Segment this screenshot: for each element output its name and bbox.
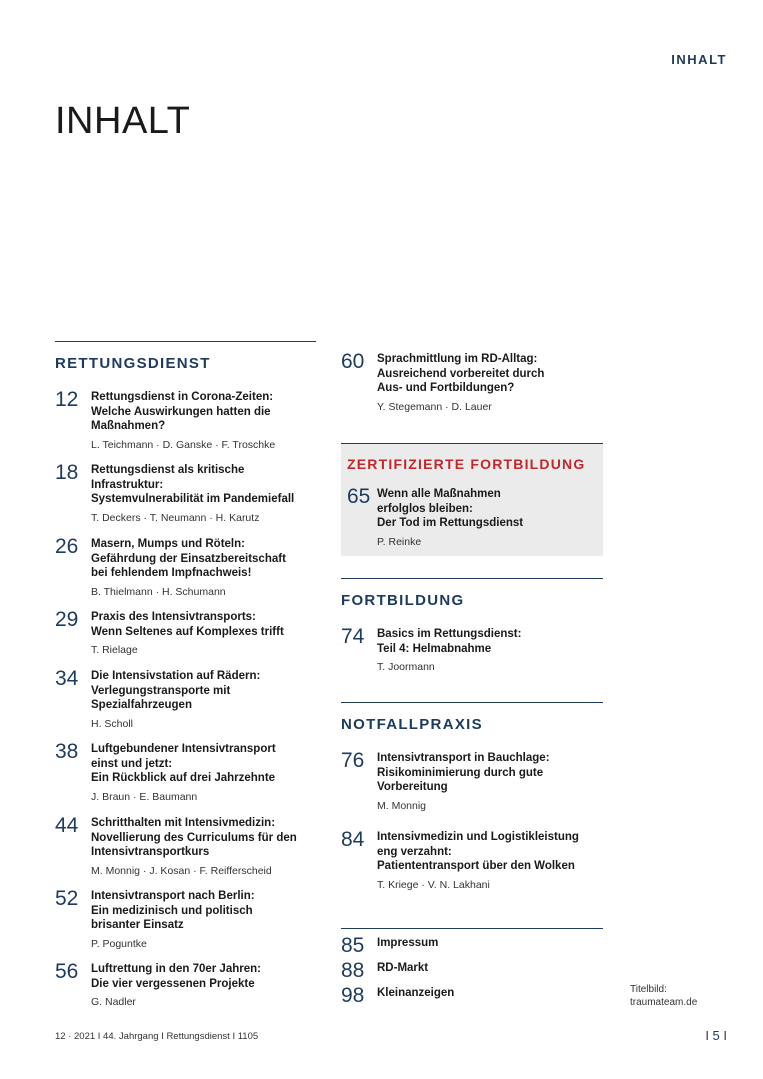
toc-page-number: 65 bbox=[347, 485, 371, 508]
toc-entry-title: Masern, Mumps und Röteln: Gefährdung der Einsatzbereitschaft bei fehlendem Impfnachweis! bbox=[91, 538, 286, 579]
toc-entry-title: Luftrettung in den 70er Jahren: Die vier vergessenen Projekte bbox=[91, 963, 261, 990]
toc-entry-authors: B. Thielmann · H. Schumann bbox=[91, 585, 226, 598]
toc-page-number: 84 bbox=[341, 828, 365, 851]
cover-credit bbox=[630, 984, 697, 1009]
toc-page-number: 44 bbox=[55, 814, 79, 837]
fortbildung-rule bbox=[341, 578, 603, 579]
toc-page-number: 56 bbox=[55, 960, 79, 983]
toc-entry-title: Rettungsdienst in Corona-Zeiten: Welche Auswirkungen hatten die Maßnahmen? bbox=[91, 391, 274, 432]
toc-page-number: 85 bbox=[341, 934, 365, 957]
toc-entry-authors: L. Teichmann · D. Ganske · F. Troschke bbox=[91, 438, 276, 451]
toc-entry-title: Basics im Rettungsdienst: Teil 4: Helmabnahme bbox=[377, 628, 522, 655]
toc-entry-title: Wenn alle Maßnahmen erfolglos bleiben: Der Tod im Rettungsdienst bbox=[377, 488, 524, 529]
page-title: INHALT bbox=[55, 100, 191, 142]
toc-page-number: 29 bbox=[55, 608, 79, 631]
toc-misc-label: RD-Markt bbox=[377, 962, 429, 974]
toc-page-number: 76 bbox=[341, 749, 365, 772]
toc-entry-title: Die Intensivstation auf Rädern: Verlegungstransporte mit Spezialfahrzeugen bbox=[91, 670, 261, 711]
toc-page-number: 26 bbox=[55, 535, 79, 558]
toc-entry-title: Rettungsdienst als kritische Infrastruktur: Systemvulnerabilität im Pandemiefall bbox=[91, 464, 295, 505]
toc-entry-authors: T. Rielage bbox=[91, 644, 138, 656]
misc-rule bbox=[341, 928, 603, 929]
header-section-tag: INHALT bbox=[671, 52, 727, 67]
toc-entry-title: Sprachmittlung im RD-Alltag: Ausreichend vorbereitet durch Aus- und Fortbildungen? bbox=[377, 353, 545, 394]
toc-entry-authors: M. Monnig bbox=[377, 799, 427, 812]
toc-entry-title: Intensivmedizin und Logistikleistung eng verzahnt: Patiententransport über den Wolken bbox=[377, 831, 579, 872]
certified-training-heading: ZERTIFIZIERTE FORTBILDUNG bbox=[347, 456, 586, 472]
toc-entry-authors: T. Joormann bbox=[377, 661, 435, 673]
fortbildung-heading: FORTBILDUNG bbox=[341, 592, 465, 609]
toc-entry-authors: P. Reinke bbox=[377, 535, 422, 548]
toc-entry-authors: Y. Stegemann · D. Lauer bbox=[377, 400, 492, 413]
toc-entry-authors: T. Deckers · T. Neumann · H. Karutz bbox=[91, 511, 260, 524]
toc-page-number: 52 bbox=[55, 887, 79, 910]
toc-entry-authors: M. Monnig · J. Kosan · F. Reifferscheid bbox=[91, 864, 272, 877]
toc-entry-title: Schritthalten mit Intensivmedizin: Novellierung des Curriculums für den Intensivtransportkurs bbox=[91, 817, 297, 858]
toc-entry-authors: J. Braun · E. Baumann bbox=[91, 790, 198, 803]
toc-entry-title: Intensivtransport in Bauchlage: Risikominimierung durch gute Vorbereitung bbox=[377, 752, 550, 793]
rettungsdienst-rule bbox=[55, 341, 316, 342]
footer-page-number: I 5 I bbox=[705, 1028, 727, 1043]
toc-misc-label: Kleinanzeigen bbox=[377, 987, 455, 999]
cover-credit-source: traumateam.de bbox=[630, 996, 698, 1008]
toc-page-number: 60 bbox=[341, 350, 365, 373]
cover-credit-label: Titelbild: bbox=[630, 984, 667, 995]
toc-entry-authors: H. Scholl bbox=[91, 717, 134, 730]
toc-page-number: 34 bbox=[55, 667, 79, 690]
footer-issue-info: 12 · 2021 I 44. Jahrgang I Rettungsdienst I 1105 bbox=[55, 1031, 259, 1042]
toc-entry-authors: G. Nadler bbox=[91, 996, 136, 1008]
notfallpraxis-rule bbox=[341, 702, 603, 703]
toc-entry-authors: T. Kriege · V. N. Lakhani bbox=[377, 878, 490, 891]
notfallpraxis-heading: NOTFALLPRAXIS bbox=[341, 716, 483, 733]
rettungsdienst-heading: RETTUNGSDIENST bbox=[55, 355, 211, 372]
toc-entry-title: Luftgebundener Intensivtransport einst und jetzt: Ein Rückblick auf drei Jahrzehnte bbox=[91, 743, 276, 784]
toc-page-number: 18 bbox=[55, 461, 79, 484]
toc-page-number: 12 bbox=[55, 388, 79, 411]
toc-page-number: 88 bbox=[341, 959, 365, 982]
toc-page-number: 74 bbox=[341, 625, 365, 648]
toc-entry-authors: P. Poguntke bbox=[91, 937, 147, 950]
cert-rule bbox=[341, 443, 603, 444]
toc-entry-title: Praxis des Intensivtransports: Wenn Seltenes auf Komplexes trifft bbox=[91, 611, 284, 638]
toc-entry-title: Intensivtransport nach Berlin: Ein medizinisch und politisch brisanter Einsatz bbox=[91, 890, 255, 931]
toc-page-number: 38 bbox=[55, 740, 79, 763]
toc-misc-label: Impressum bbox=[377, 937, 439, 949]
toc-page-number: 98 bbox=[341, 984, 365, 1007]
